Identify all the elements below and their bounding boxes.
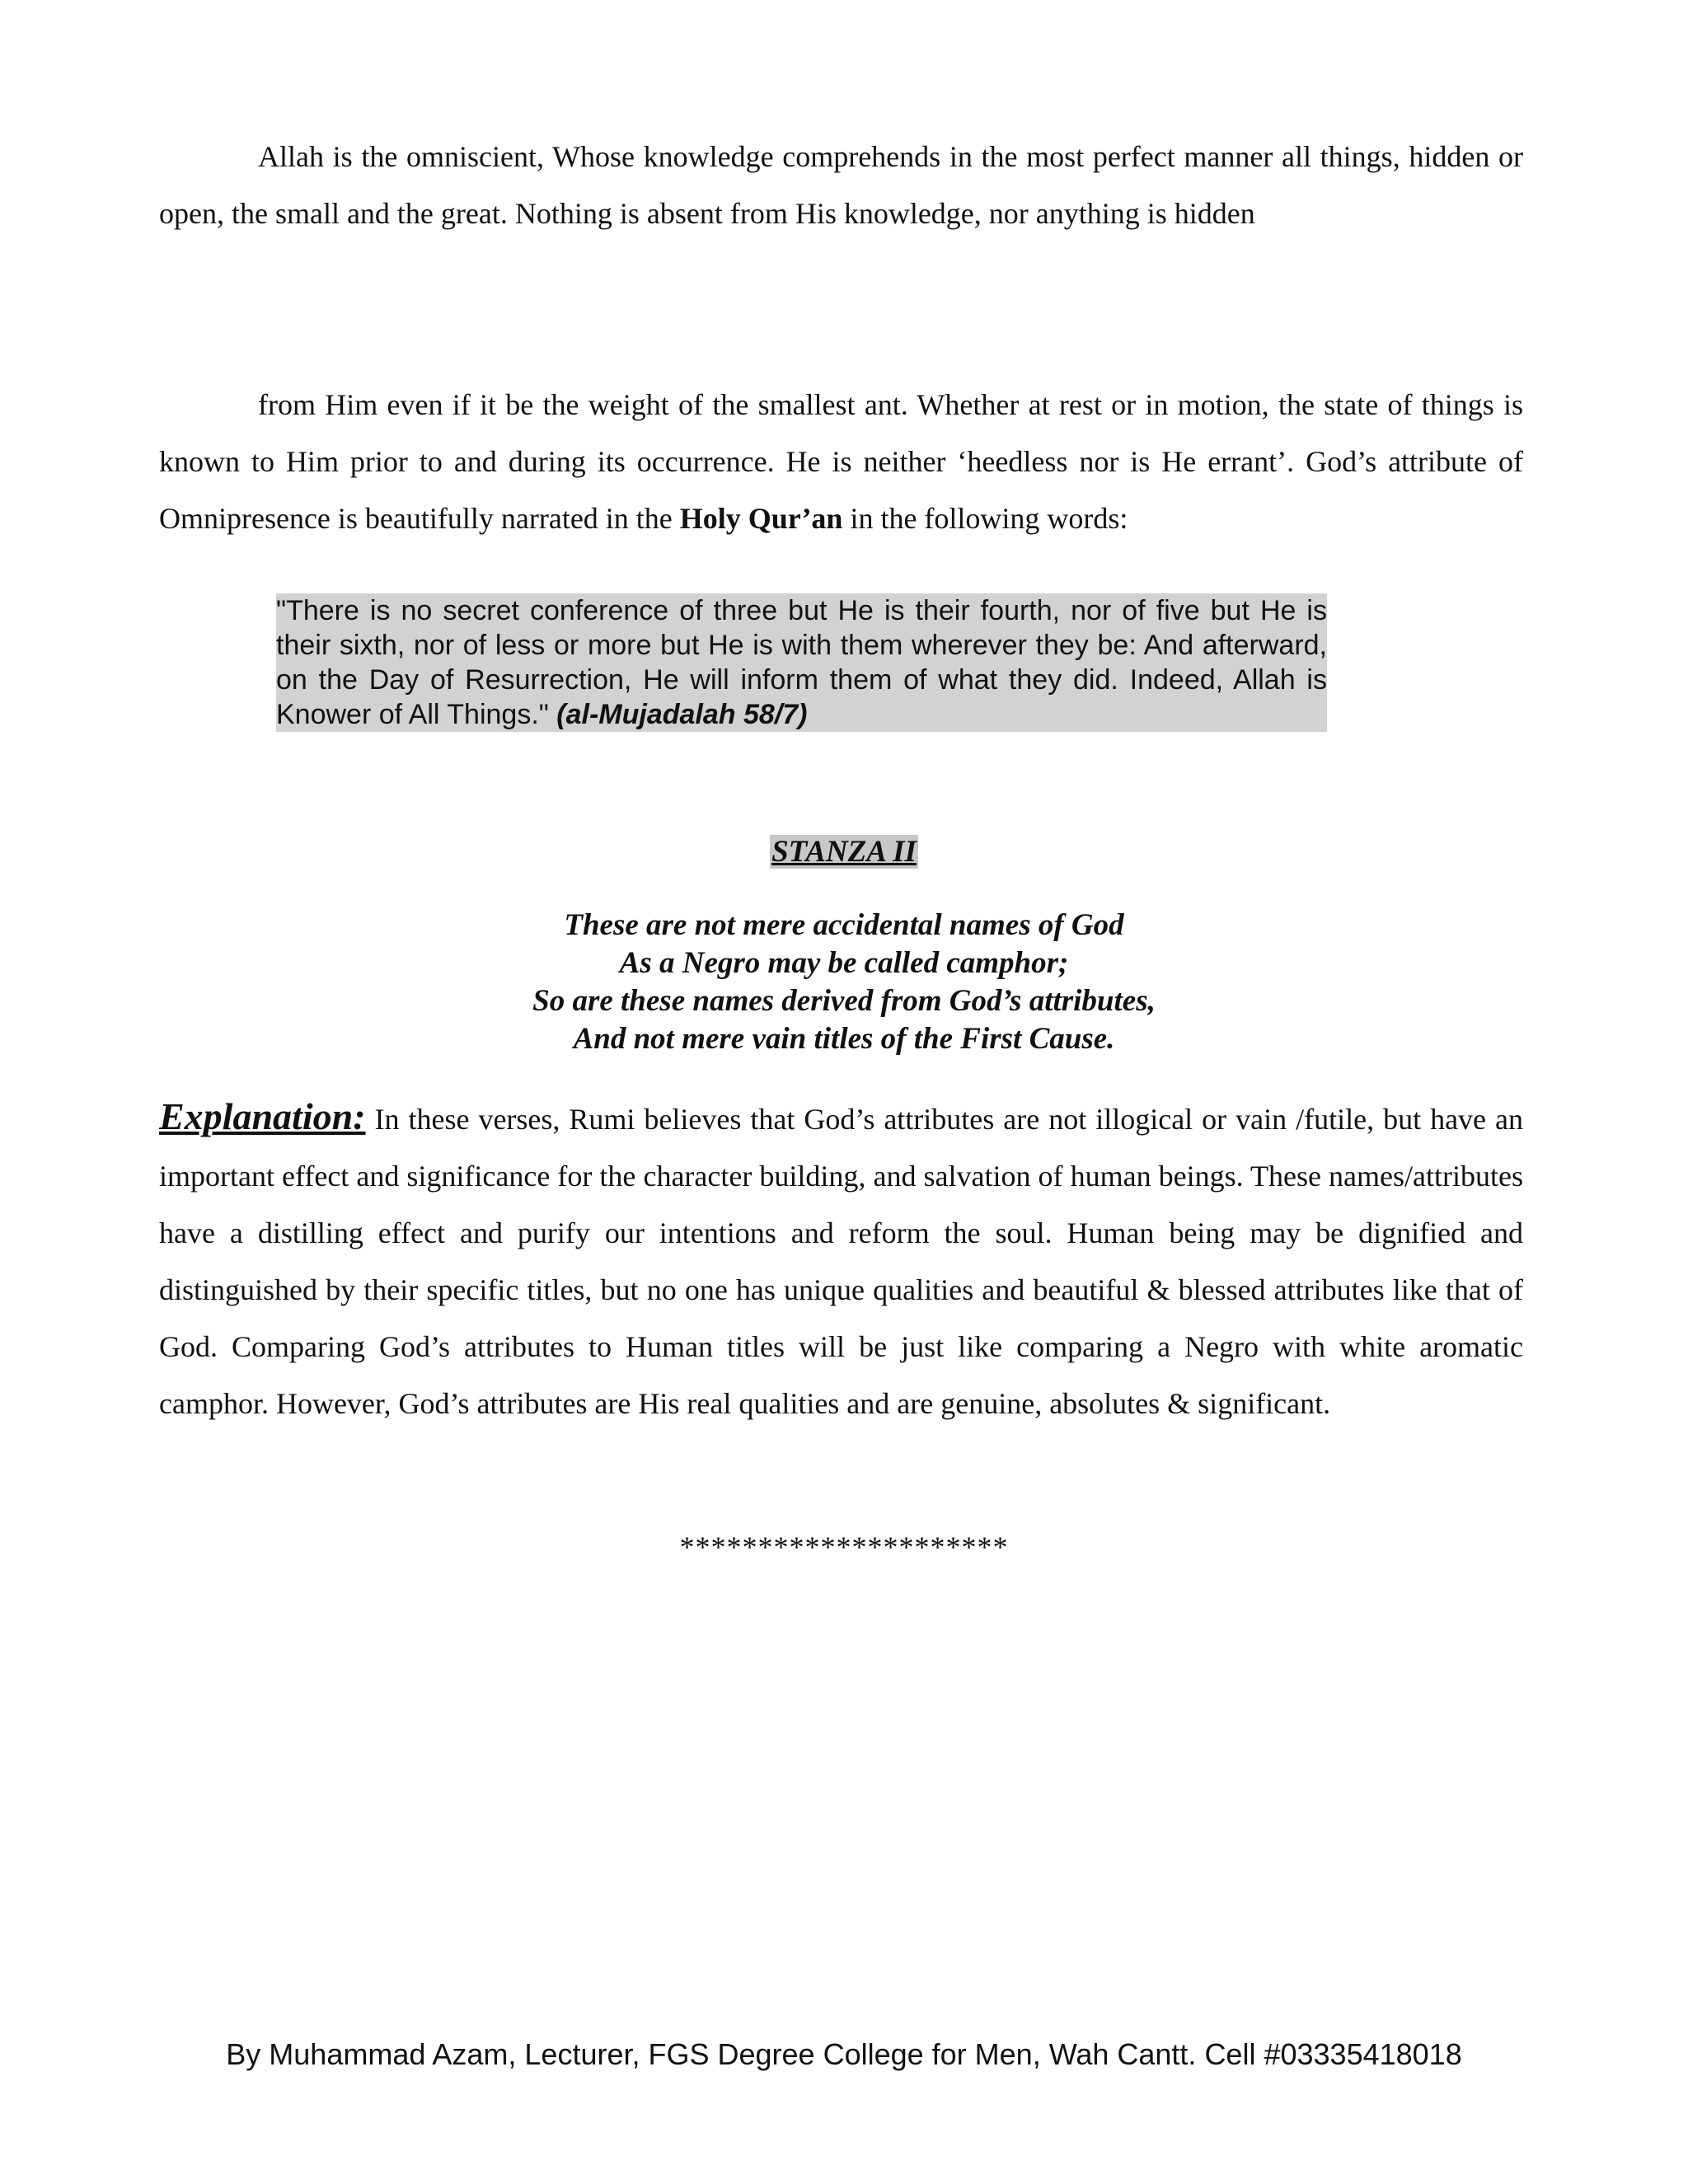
holy-quran-emphasis: Holy Qur’an [679, 502, 843, 535]
quote-text: "There is no secret conference of three but He is their fourth, nor of five but He is their sixth, nor of less or more but He is with them wherever they be: And afterward, on the Day of Resurrection, He will inform them of what they did. Indeed, Allah is Knower of All Things." [276, 595, 1327, 730]
paragraph-omnipresence [159, 377, 1523, 547]
paragraph-omniscience-text: Allah is the omniscient, Whose knowledge comprehends in the most perfect manner all things, hidden or open, the small and the great. Nothing is absent from His knowledge, nor anything is hidden [159, 140, 1523, 230]
explanation-label: Explanation: [159, 1095, 366, 1137]
explanation-paragraph [159, 1088, 1523, 1432]
paragraph-omnipresence-ending: in the following words: [842, 502, 1128, 535]
page-footer: By Muhammad Azam, Lecturer, FGS Degree College for Men, Wah Cantt. Cell #03335418018 [226, 2037, 1462, 2071]
paragraph-omnipresence-text: from Him even if it be the weight of the smallest ant. Whether at rest or in motion, the state of things is known to Him prior to and during its occurrence. He is neither ‘heedless nor is He errant’. God’s attribute of Omnipresence is beautifully narrated in the [159, 388, 1523, 535]
verse-line: And not mere vain titles of the First Cause. [573, 1022, 1115, 1056]
verse-line: As a Negro may be called camphor; [619, 946, 1069, 980]
paragraph-omniscience [159, 129, 1523, 242]
quran-quote-block [276, 593, 1327, 732]
stanza-title [0, 832, 1688, 872]
stanza-verses [0, 907, 1688, 1058]
stanza-title-text: STANZA II [771, 835, 917, 869]
quote-citation: (al-Mujadalah 58/7) [556, 699, 808, 730]
explanation-text: In these verses, Rumi believes that God’s attributes are not illogical or vain /futile, but have an important effect and significance for the character building, and salvation of human beings. These names/attributes have a distilling effect and purify our intentions and reform the soul. Human being may be dignified and distinguished by their specific titles, but no one has unique qualities and beautiful & blessed attributes like that of God. Comparing God’s attributes to Human titles will be just like comparing a Negro with white aromatic camphor. However, God’s attributes are His real qualities and are genuine, absolutes & significant. [159, 1103, 1523, 1420]
verse-line: These are not mere accidental names of God [564, 908, 1124, 942]
section-separator: ********************* [679, 1530, 1009, 1563]
verse-line: So are these names derived from God’s attributes, [532, 984, 1156, 1018]
